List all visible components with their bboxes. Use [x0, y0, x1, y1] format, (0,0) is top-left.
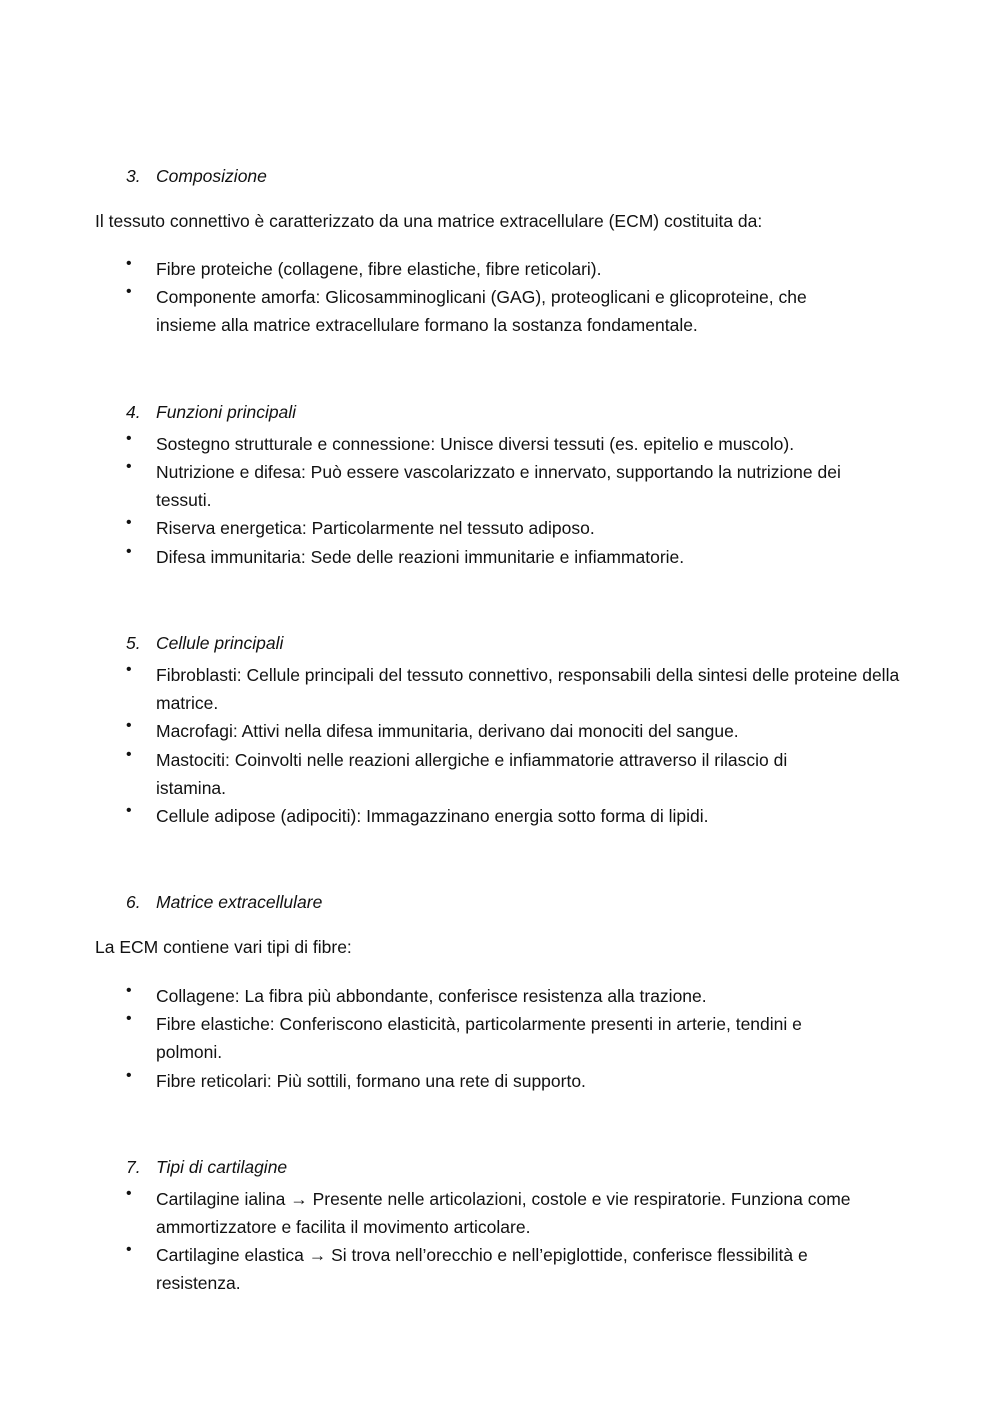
list-item-text: Fibre reticolari: Più sottili, formano una rete di supporto.	[156, 1071, 586, 1091]
list-item	[124, 1010, 904, 1066]
list-item-text: Cartilagine elastica → Si trova nell’orecchio e nell’epiglottide, conferisce flessibilità e resistenza.	[156, 1245, 808, 1294]
list-item	[124, 255, 904, 283]
section-title: Cellule principali	[156, 633, 284, 653]
section-title: Matrice extracellulare	[156, 892, 323, 912]
section-title: Funzioni principali	[156, 402, 297, 422]
list-item-text: Fibre elastiche: Conferiscono elasticità, particolarmente presenti in arterie, tendini e polmoni.	[156, 1014, 802, 1063]
bullet-icon: •	[126, 1010, 132, 1027]
section-heading-composizione	[126, 166, 267, 187]
list-item	[124, 802, 904, 830]
list-item	[124, 283, 904, 339]
bullet-icon: •	[126, 430, 132, 447]
section-number: 3.	[126, 166, 141, 186]
list-item-text: Collagene: La fibra più abbondante, conferisce resistenza alla trazione.	[156, 986, 707, 1006]
section-heading-matrice	[126, 892, 322, 913]
list-item	[124, 430, 904, 458]
bullet-icon: •	[126, 1185, 132, 1202]
list-item	[124, 1185, 904, 1241]
section-heading-cellule	[126, 633, 283, 654]
bullet-icon: •	[126, 1241, 132, 1258]
bullet-icon: •	[126, 514, 132, 531]
bullet-icon: •	[126, 255, 132, 272]
list-item-text: Componente amorfa: Glicosamminoglicani (GAG), proteoglicani e glicoproteine, che insieme alla matrice extracellulare formano la sostanza fondamentale.	[156, 287, 807, 336]
section-intro: La ECM contiene vari tipi di fibre:	[95, 937, 352, 957]
list-item-text: Cellule adipose (adipociti): Immagazzinano energia sotto forma di lipidi.	[156, 806, 709, 826]
section-heading-funzioni	[126, 402, 296, 423]
list-item-text: Difesa immunitaria: Sede delle reazioni immunitarie e infiammatorie.	[156, 547, 685, 567]
bullet-icon: •	[126, 982, 132, 999]
bullet-icon: •	[126, 802, 132, 819]
list-item-text: Riserva energetica: Particolarmente nel tessuto adiposo.	[156, 518, 595, 538]
bullet-icon: •	[126, 717, 132, 734]
list-item-text: Fibre proteiche (collagene, fibre elastiche, fibre reticolari).	[156, 259, 602, 279]
list-item	[124, 1241, 904, 1297]
section-number: 6.	[126, 892, 141, 912]
list-item	[124, 982, 904, 1010]
section-title: Tipi di cartilagine	[156, 1157, 288, 1177]
list-item	[124, 514, 904, 542]
section-intro: Il tessuto connettivo è caratterizzato da una matrice extracellulare (ECM) costituita da:	[95, 211, 763, 231]
bullet-icon: •	[126, 458, 132, 475]
section-title: Composizione	[156, 166, 267, 186]
bullet-icon: •	[126, 543, 132, 560]
list-item-text: Mastociti: Coinvolti nelle reazioni allergiche e infiammatorie attraverso il rilascio di istamina.	[156, 750, 788, 799]
bullet-icon: •	[126, 283, 132, 300]
list-item	[124, 543, 904, 571]
list-item	[124, 661, 904, 717]
list-item	[124, 717, 904, 745]
section-number: 5.	[126, 633, 141, 653]
section-heading-cartilagine	[126, 1157, 287, 1178]
bullet-icon: •	[126, 661, 132, 678]
bullet-icon: •	[126, 1067, 132, 1084]
bullet-icon: •	[126, 746, 132, 763]
list-item-text: Cartilagine ialina → Presente nelle articolazioni, costole e vie respiratorie. Funziona come ammortizzatore e facilita il movimento articolare.	[156, 1189, 851, 1238]
list-item-text: Macrofagi: Attivi nella difesa immunitaria, derivano dai monociti del sangue.	[156, 721, 739, 741]
list-item-text: Nutrizione e difesa: Può essere vascolarizzato e innervato, supportando la nutrizione dei tessuti.	[156, 462, 841, 511]
list-item-text: Sostegno strutturale e connessione: Unisce diversi tessuti (es. epitelio e muscolo).	[156, 434, 795, 454]
list-item	[124, 746, 904, 802]
section-number: 4.	[126, 402, 141, 422]
list-item	[124, 1067, 904, 1095]
section-number: 7.	[126, 1157, 141, 1177]
list-item-text: Fibroblasti: Cellule principali del tessuto connettivo, responsabili della sintesi delle proteine della matrice.	[156, 665, 900, 714]
list-item	[124, 458, 904, 514]
